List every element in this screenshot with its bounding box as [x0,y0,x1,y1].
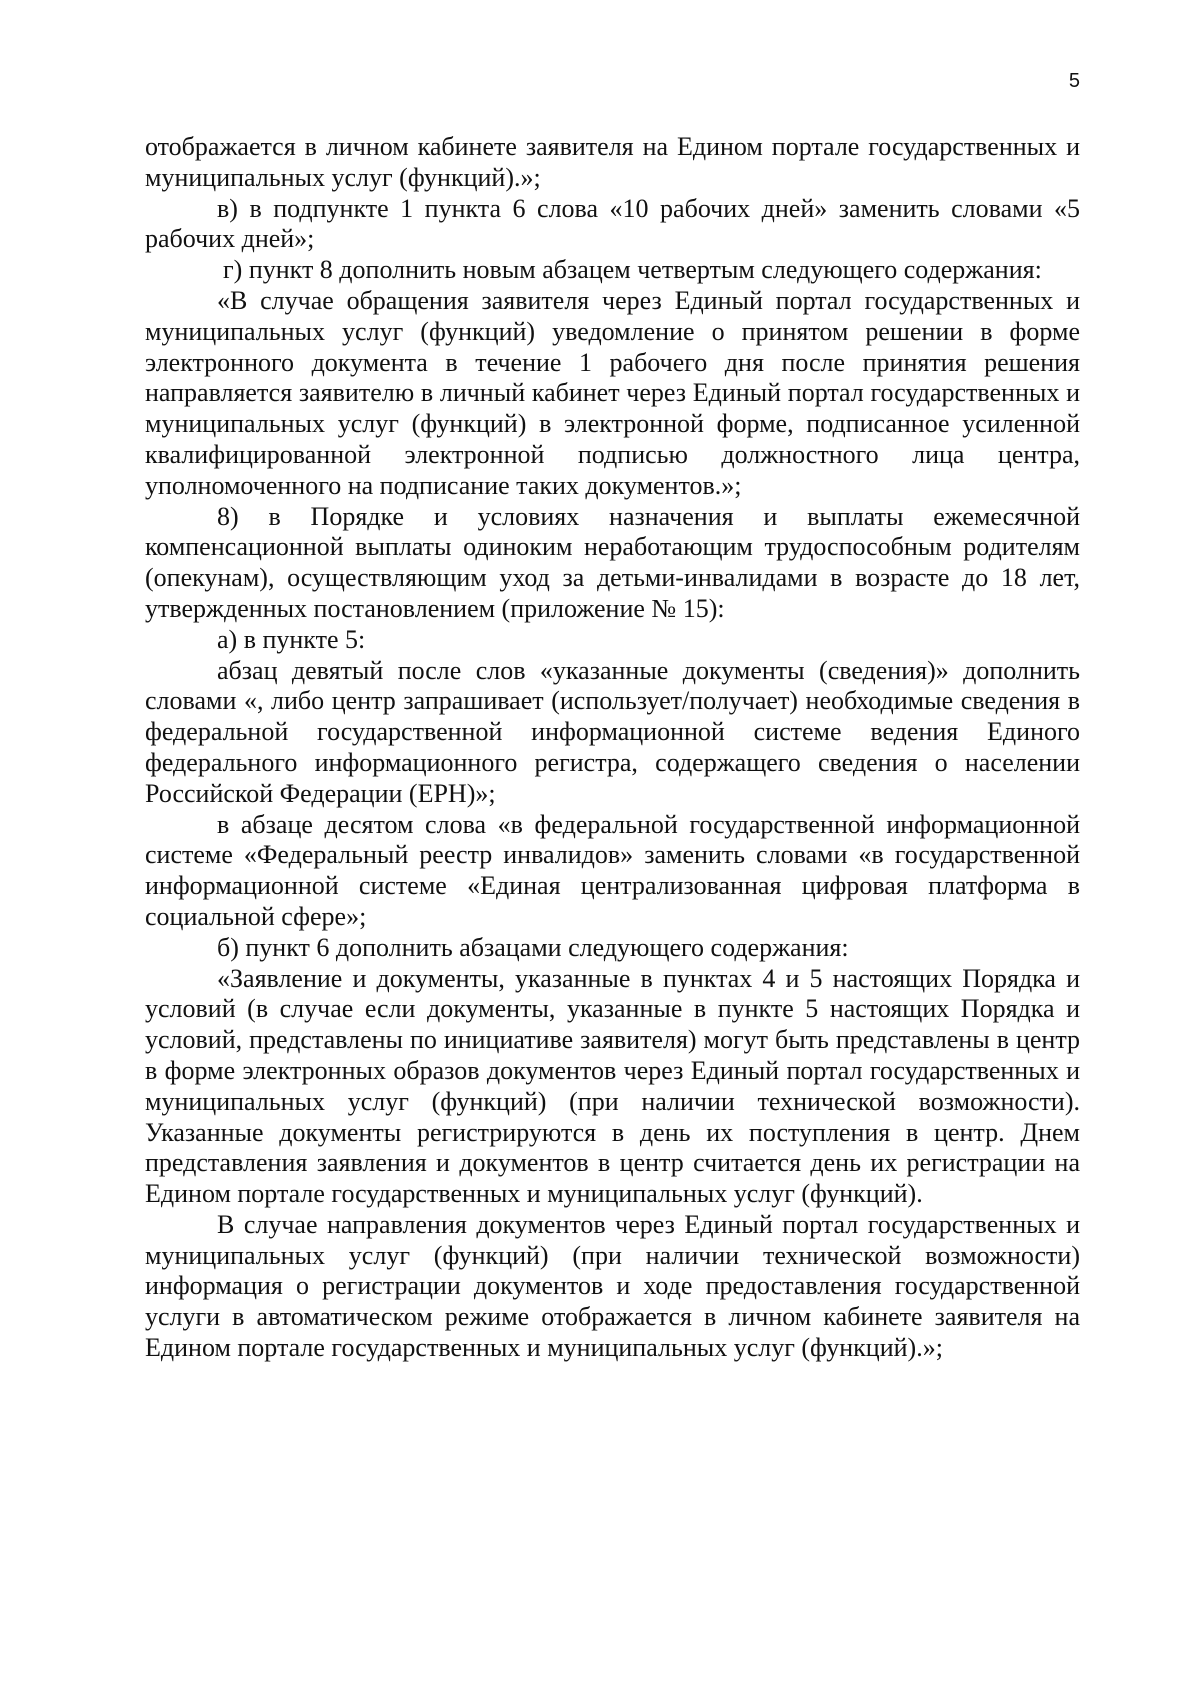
paragraph-quote-registration: В случае направления документов через Единый портал государственных и муниципальных услуг (функций) (при наличии технической возможности) информация о регистрации документов и ходе предоставления государственной услуги в автоматическом режиме отображается в личном кабинете заявителя на Едином портале государственных и муниципальных услуг (функций).»; [145,1209,1080,1363]
paragraph-quote-notification: «В случае обращения заявителя через Единый портал государственных и муниципальных услуг (функций) уведомление о принятом решении в форме электронного документа в течение 1 рабочего дня после принятия решения направляется заявителю в личный кабинет через Единый портал государственных и муниципальных услуг (функций) в электронной форме, подписанное усиленной квалифицированной электронной подписью должностного лица центра, уполномоченного на подписание таких документов.»; [145,285,1080,500]
paragraph-quote-application: «Заявление и документы, указанные в пунктах 4 и 5 настоящих Порядка и условий (в случае если документы, указанные в пункте 5 настоящих Порядка и условий, представлены по инициативе заявителя) могут быть представлены в центр в форме электронных образов документов через Единый портал государственных и муниципальных услуг (функций) (при наличии технической возможности). Указанные документы регистрируются в день их поступления в центр. Днем представления заявления и документов в центр считается день их регистрации на Едином портале государственных и муниципальных услуг (функций). [145,963,1080,1209]
page-number: 5 [1068,70,1080,92]
paragraph-subitem-g: г) пункт 8 дополнить новым абзацем четвертым следующего содержания: [223,255,1042,285]
paragraph-item-8: 8) в Порядке и условиях назначения и выплаты ежемесячной компенсационной выплаты одиноким неработающим трудоспособным родителям (опекунам), осуществляющим уход за детьми-инвалидами в возрасте до 18 лет, утвержденных постановлением (приложение № 15): [145,501,1080,623]
paragraph-ninth-clause: абзац девятый после слов «указанные документы (сведения)» дополнить словами «, либо центр запрашивает (использует/получает) необходимые сведения в федеральной государственной информационной системе ведения Единого федерального информационного регистра, содержащего сведения о населении Российской Федерации (ЕРН)»; [145,655,1080,808]
document-body [145,132,1080,1364]
paragraph-subitem-a: а) в пункте 5: [217,624,366,654]
paragraph-subitem-v: в) в подпункте 1 пункта 6 слова «10 рабочих дней» заменить словами «5 рабочих дней»; [145,193,1080,254]
paragraph-tenth-clause: в абзаце десятом слова «в федеральной государственной информационной системе «Федеральный реестр инвалидов» заменить словами «в государственной информационной системе «Единая централизованная цифровая платформа в социальной сфере»; [145,809,1080,931]
paragraph-continuation: отображается в личном кабинете заявителя на Едином портале государственных и муниципальных услуг (функций).»; [145,132,1080,192]
paragraph-subitem-b: б) пункт 6 дополнить абзацами следующего содержания: [217,932,849,962]
